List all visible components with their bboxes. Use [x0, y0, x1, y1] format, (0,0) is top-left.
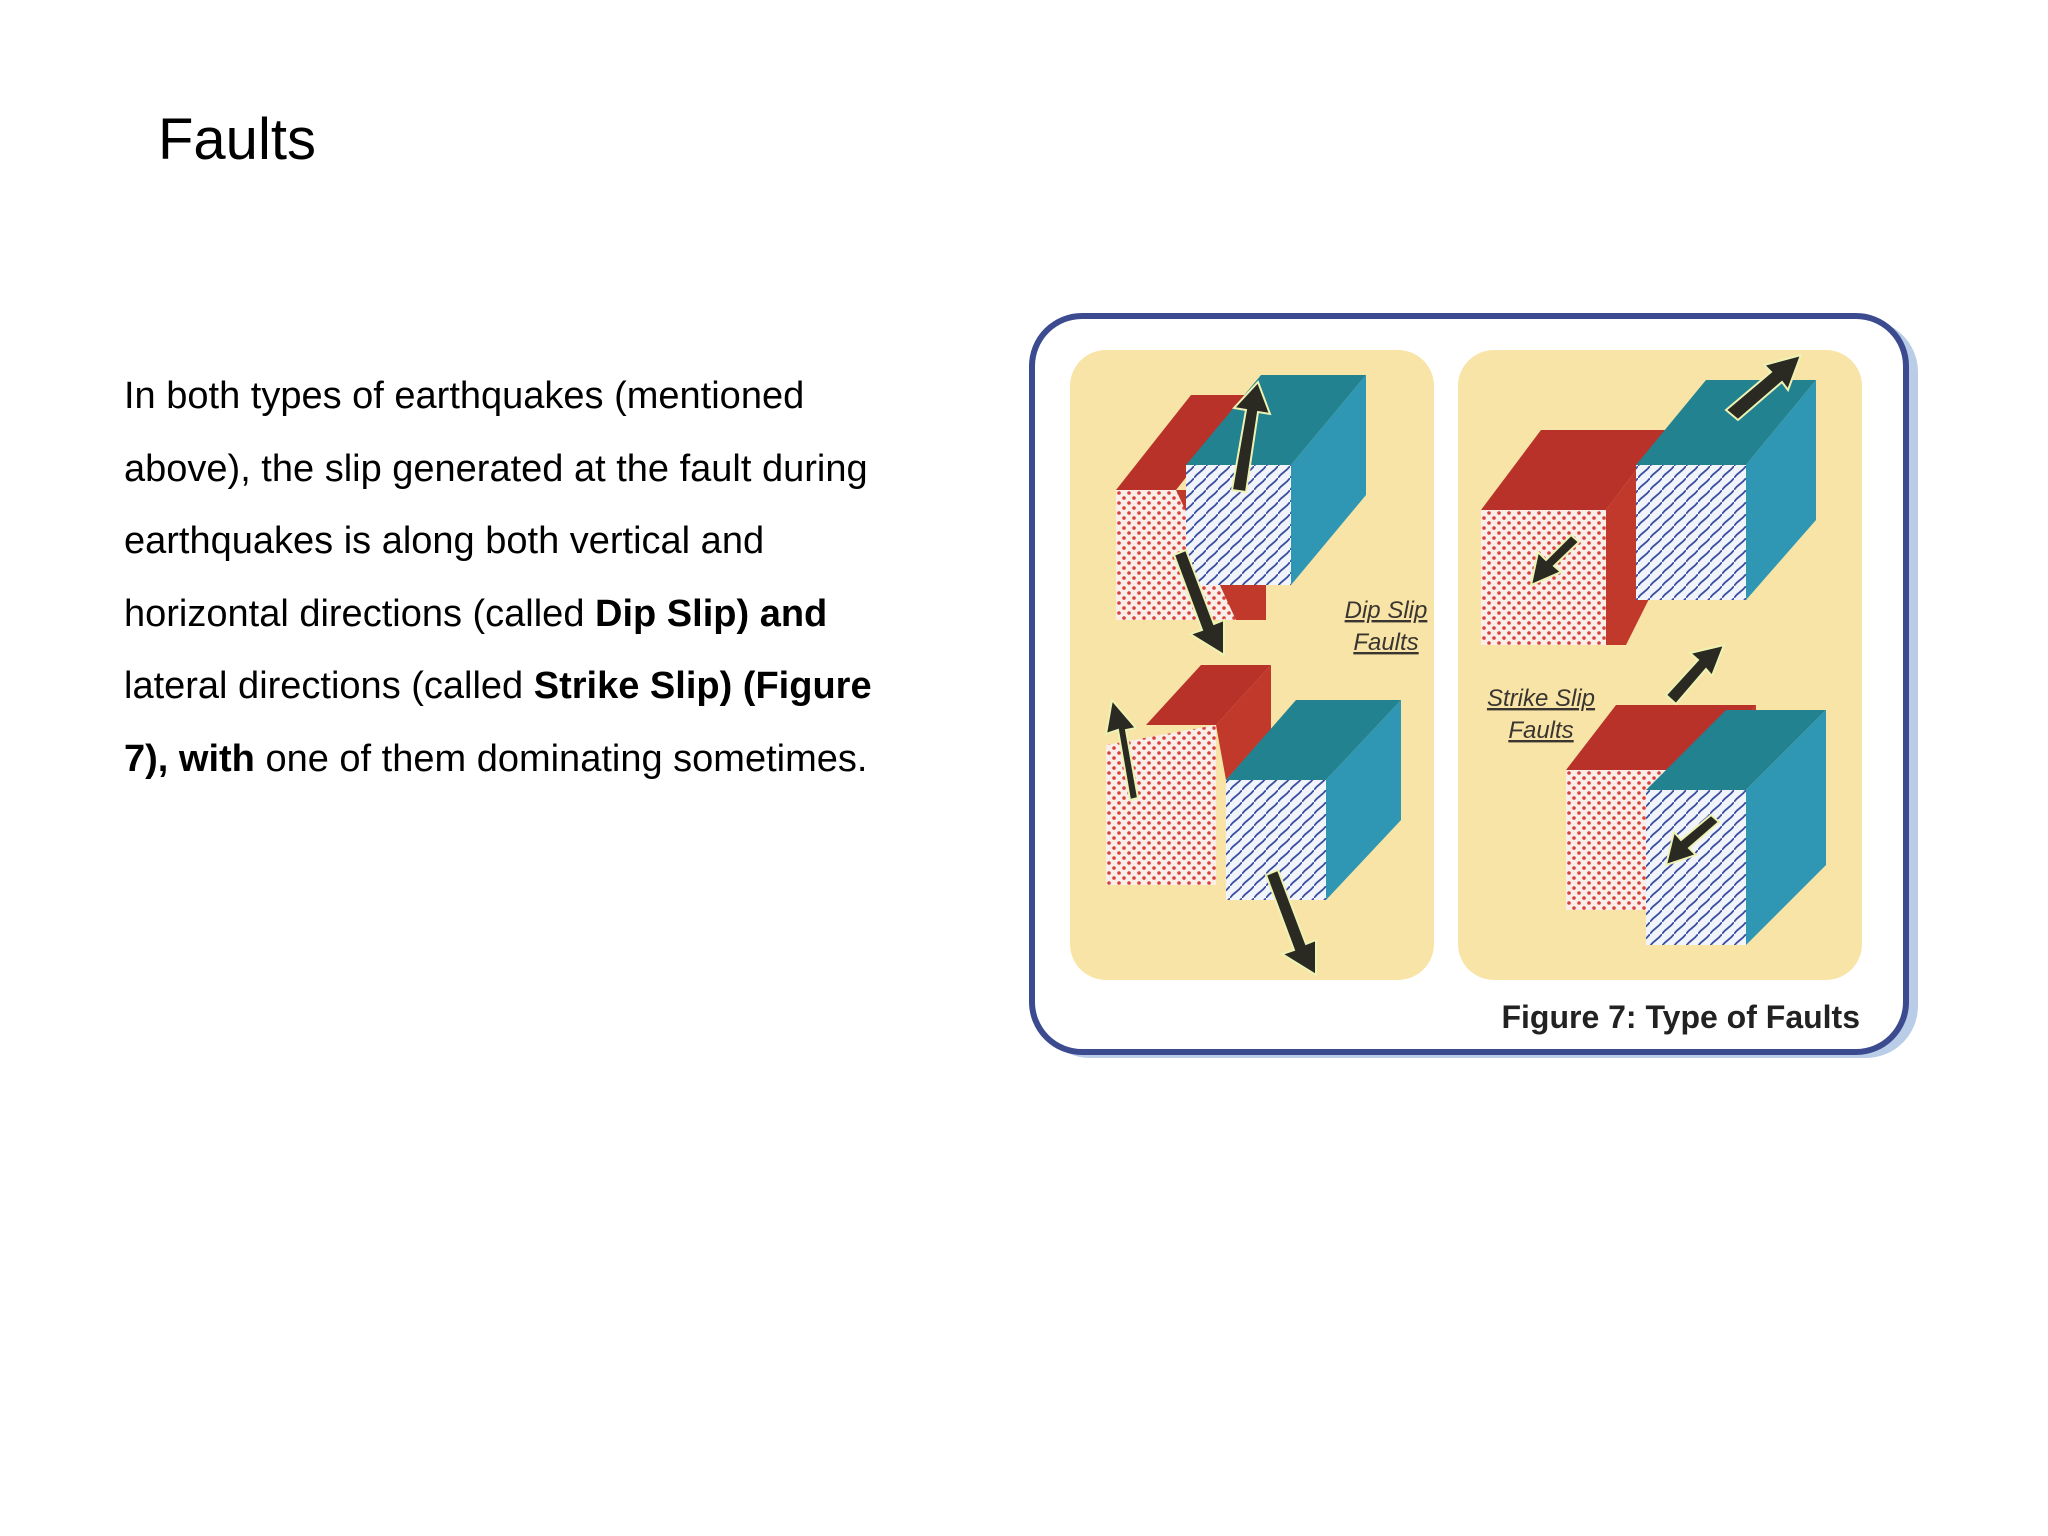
strike-slip-label-line2: Faults — [1508, 717, 1574, 744]
fault-types-figure — [1026, 310, 1926, 1070]
text-run: lateral directions (called — [124, 665, 534, 707]
text-run: In both types of earthquakes (mentioned above), the slip generated at the fault during earthquakes is along both vertical and horizontal directions (called — [124, 375, 868, 635]
bold-dip-slip: Dip Slip) — [595, 592, 750, 635]
bold-and: and — [759, 592, 828, 635]
text-run — [749, 593, 760, 635]
strike-slip-label-line1: Strike Slip — [1486, 685, 1596, 712]
dip-slip-label-line2: Faults — [1353, 629, 1419, 656]
bold-strike-slip: Strike Slip) (Figure 7), with — [124, 665, 872, 780]
dip-slip-label-line1: Dip Slip — [1344, 597, 1428, 624]
slide-title: Faults — [158, 107, 316, 172]
fault-diagram — [1026, 310, 1926, 1070]
text-run: one of them dominating sometimes. — [254, 737, 868, 780]
figure-caption: Figure 7: Type of Faults — [1501, 999, 1860, 1035]
body-paragraph — [124, 360, 924, 795]
